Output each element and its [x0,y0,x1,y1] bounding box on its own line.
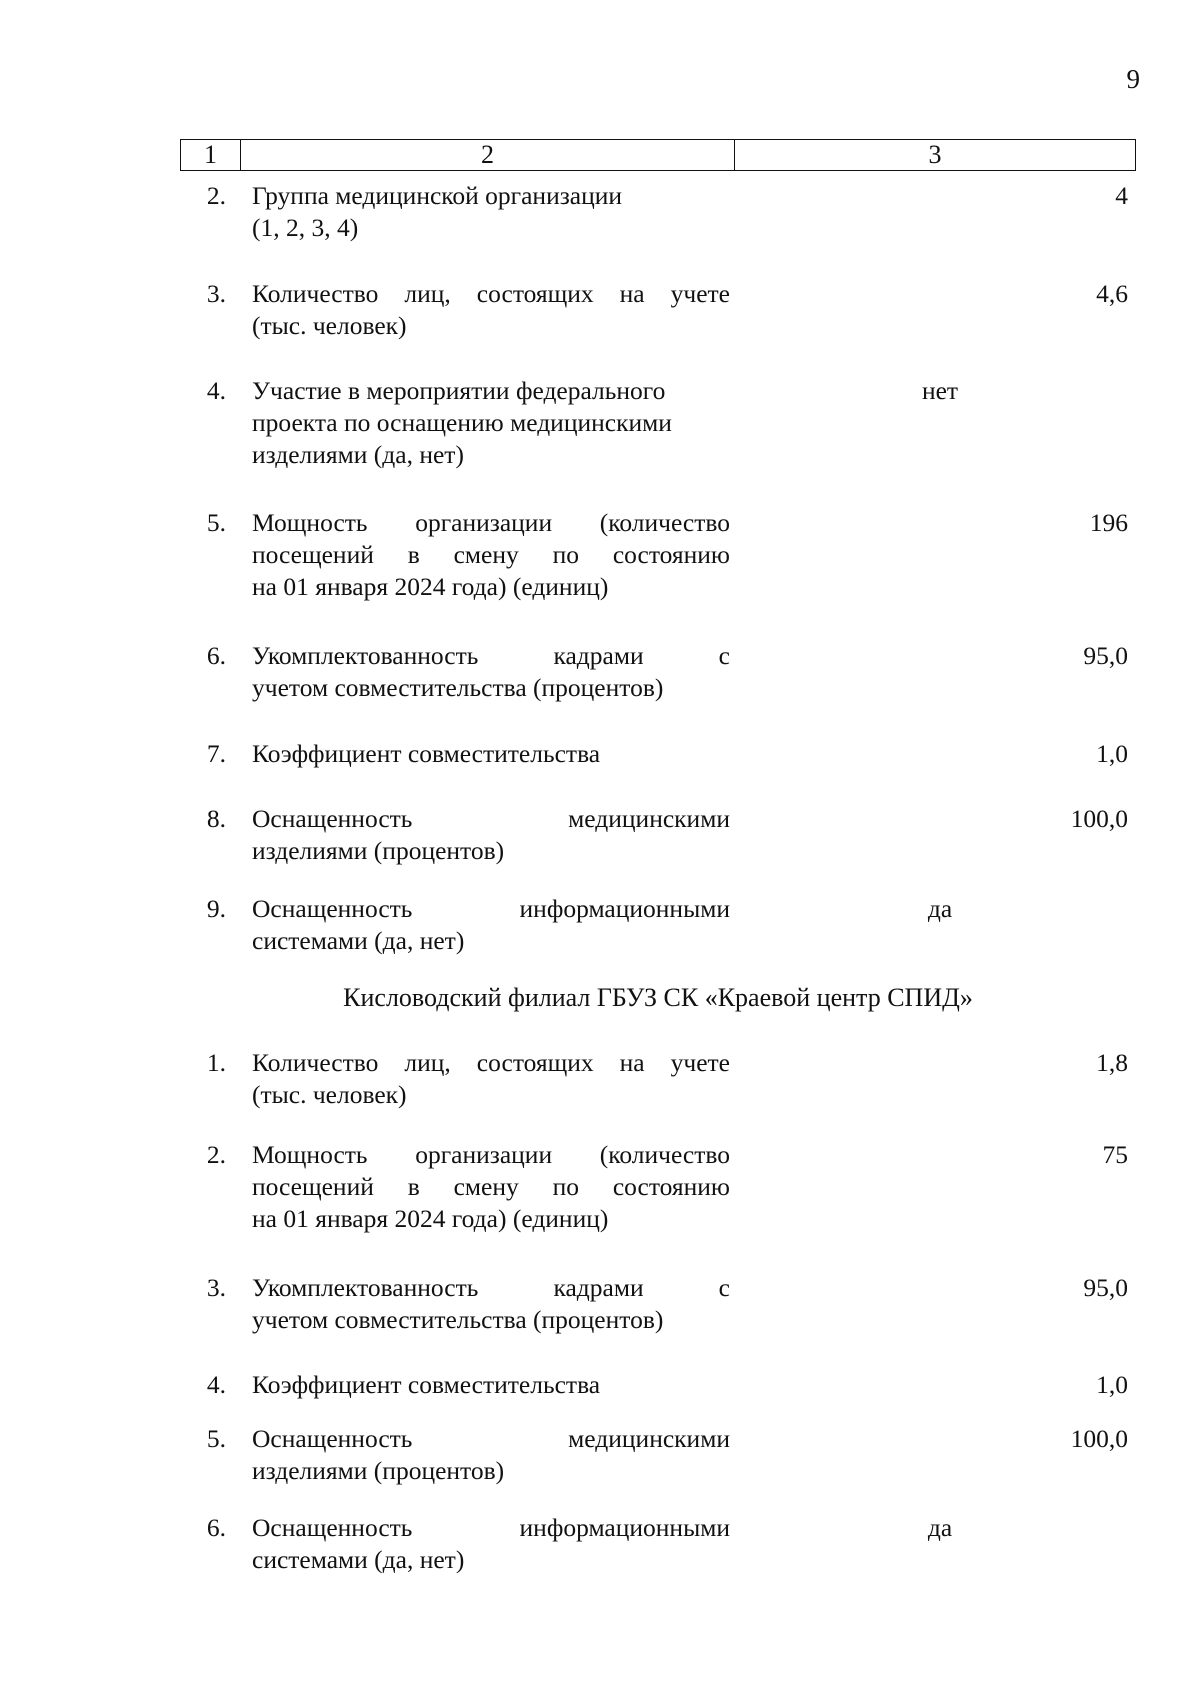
row-label-line: (1, 2, 3, 4) [252,213,359,242]
row-label [252,738,730,770]
row-label-line: системами (да, нет) [252,926,465,955]
row-number: 5. [206,508,226,537]
row-label-line: системами (да, нет) [252,1545,465,1574]
row-label-line: посещений в смену по состоянию [252,540,730,569]
row-label-line: Количество лиц, состоящих на учете [252,279,730,308]
column-header-row [181,140,1136,171]
row-label [252,1272,730,1336]
row-number: 6. [206,1513,226,1542]
row-value: да [927,1513,953,1542]
row-label [252,1369,730,1401]
row-label-line: Мощность организации (количество [252,1140,730,1169]
row-label-line: Коэффициент совместительства [252,739,601,768]
row-label [252,1139,730,1235]
column-header-3: 3 [735,140,1136,171]
row-value: 95,0 [1083,1273,1128,1302]
section-title: Кисловодский филиал ГБУЗ СК «Краевой центр СПИД» [343,983,973,1012]
row-value: да [927,894,953,923]
row-label-line: Участие в мероприятии федерального [252,376,666,405]
row-label-line: Укомплектованность кадрами с [252,641,730,670]
row-label-line: посещений в смену по состоянию [252,1172,730,1201]
row-number: 4. [206,1370,226,1399]
row-label-line: на 01 января 2024 года) (единиц) [252,1204,609,1233]
row-label [252,278,730,342]
row-label-line: Количество лиц, состоящих на учете [252,1048,730,1077]
row-label-line: Оснащенность информационными [252,894,730,923]
row-number: 8. [206,804,226,833]
row-value: 4 [1115,181,1128,210]
row-label-line: учетом совместительства (процентов) [252,1305,664,1334]
row-number: 5. [206,1424,226,1453]
row-label-line: Оснащенность медицинскими [252,804,730,833]
row-label [252,640,730,704]
row-label-line: изделиями (процентов) [252,836,505,865]
row-number: 2. [206,181,226,210]
column-header-table [180,139,1136,171]
row-label-line: (тыс. человек) [252,311,407,340]
row-label [252,375,730,471]
row-number: 9. [206,894,226,923]
row-label-line: изделиями (процентов) [252,1456,505,1485]
row-number: 3. [206,1273,226,1302]
row-value: 95,0 [1083,641,1128,670]
column-header-2: 2 [241,140,735,171]
row-value: 1,0 [1096,739,1128,768]
row-number: 3. [206,279,226,308]
row-label-line: на 01 января 2024 года) (единиц) [252,572,609,601]
row-label-line: Оснащенность информационными [252,1513,730,1542]
row-value: 1,8 [1096,1048,1128,1077]
row-number: 1. [206,1048,226,1077]
row-value: 75 [1102,1140,1128,1169]
row-number: 6. [206,641,226,670]
row-label-line: Мощность организации (количество [252,508,730,537]
row-label [252,803,730,867]
column-header-1: 1 [181,140,241,171]
row-label-line: Группа медицинской организации [252,181,623,210]
row-value: 1,0 [1096,1370,1128,1399]
row-number: 4. [206,376,226,405]
row-label-line: учетом совместительства (процентов) [252,673,664,702]
row-number: 7. [206,739,226,768]
page-number: 9 [1126,64,1140,94]
row-label-line: Коэффициент совместительства [252,1370,601,1399]
row-label [252,507,730,603]
row-label-line: Укомплектованность кадрами с [252,1273,730,1302]
row-label-line: изделиями (да, нет) [252,440,464,469]
row-number: 2. [206,1140,226,1169]
row-label [252,1423,730,1487]
row-value: 4,6 [1096,279,1128,308]
row-label [252,1047,730,1111]
row-value: нет [921,376,959,405]
row-value: 100,0 [1070,804,1128,833]
row-label [252,893,730,957]
row-label-line: Оснащенность медицинскими [252,1424,730,1453]
row-label-line: проекта по оснащению медицинскими [252,408,672,437]
row-value: 196 [1089,508,1128,537]
row-label [252,180,730,244]
row-value: 100,0 [1070,1424,1128,1453]
row-label-line: (тыс. человек) [252,1080,407,1109]
row-label [252,1512,730,1576]
